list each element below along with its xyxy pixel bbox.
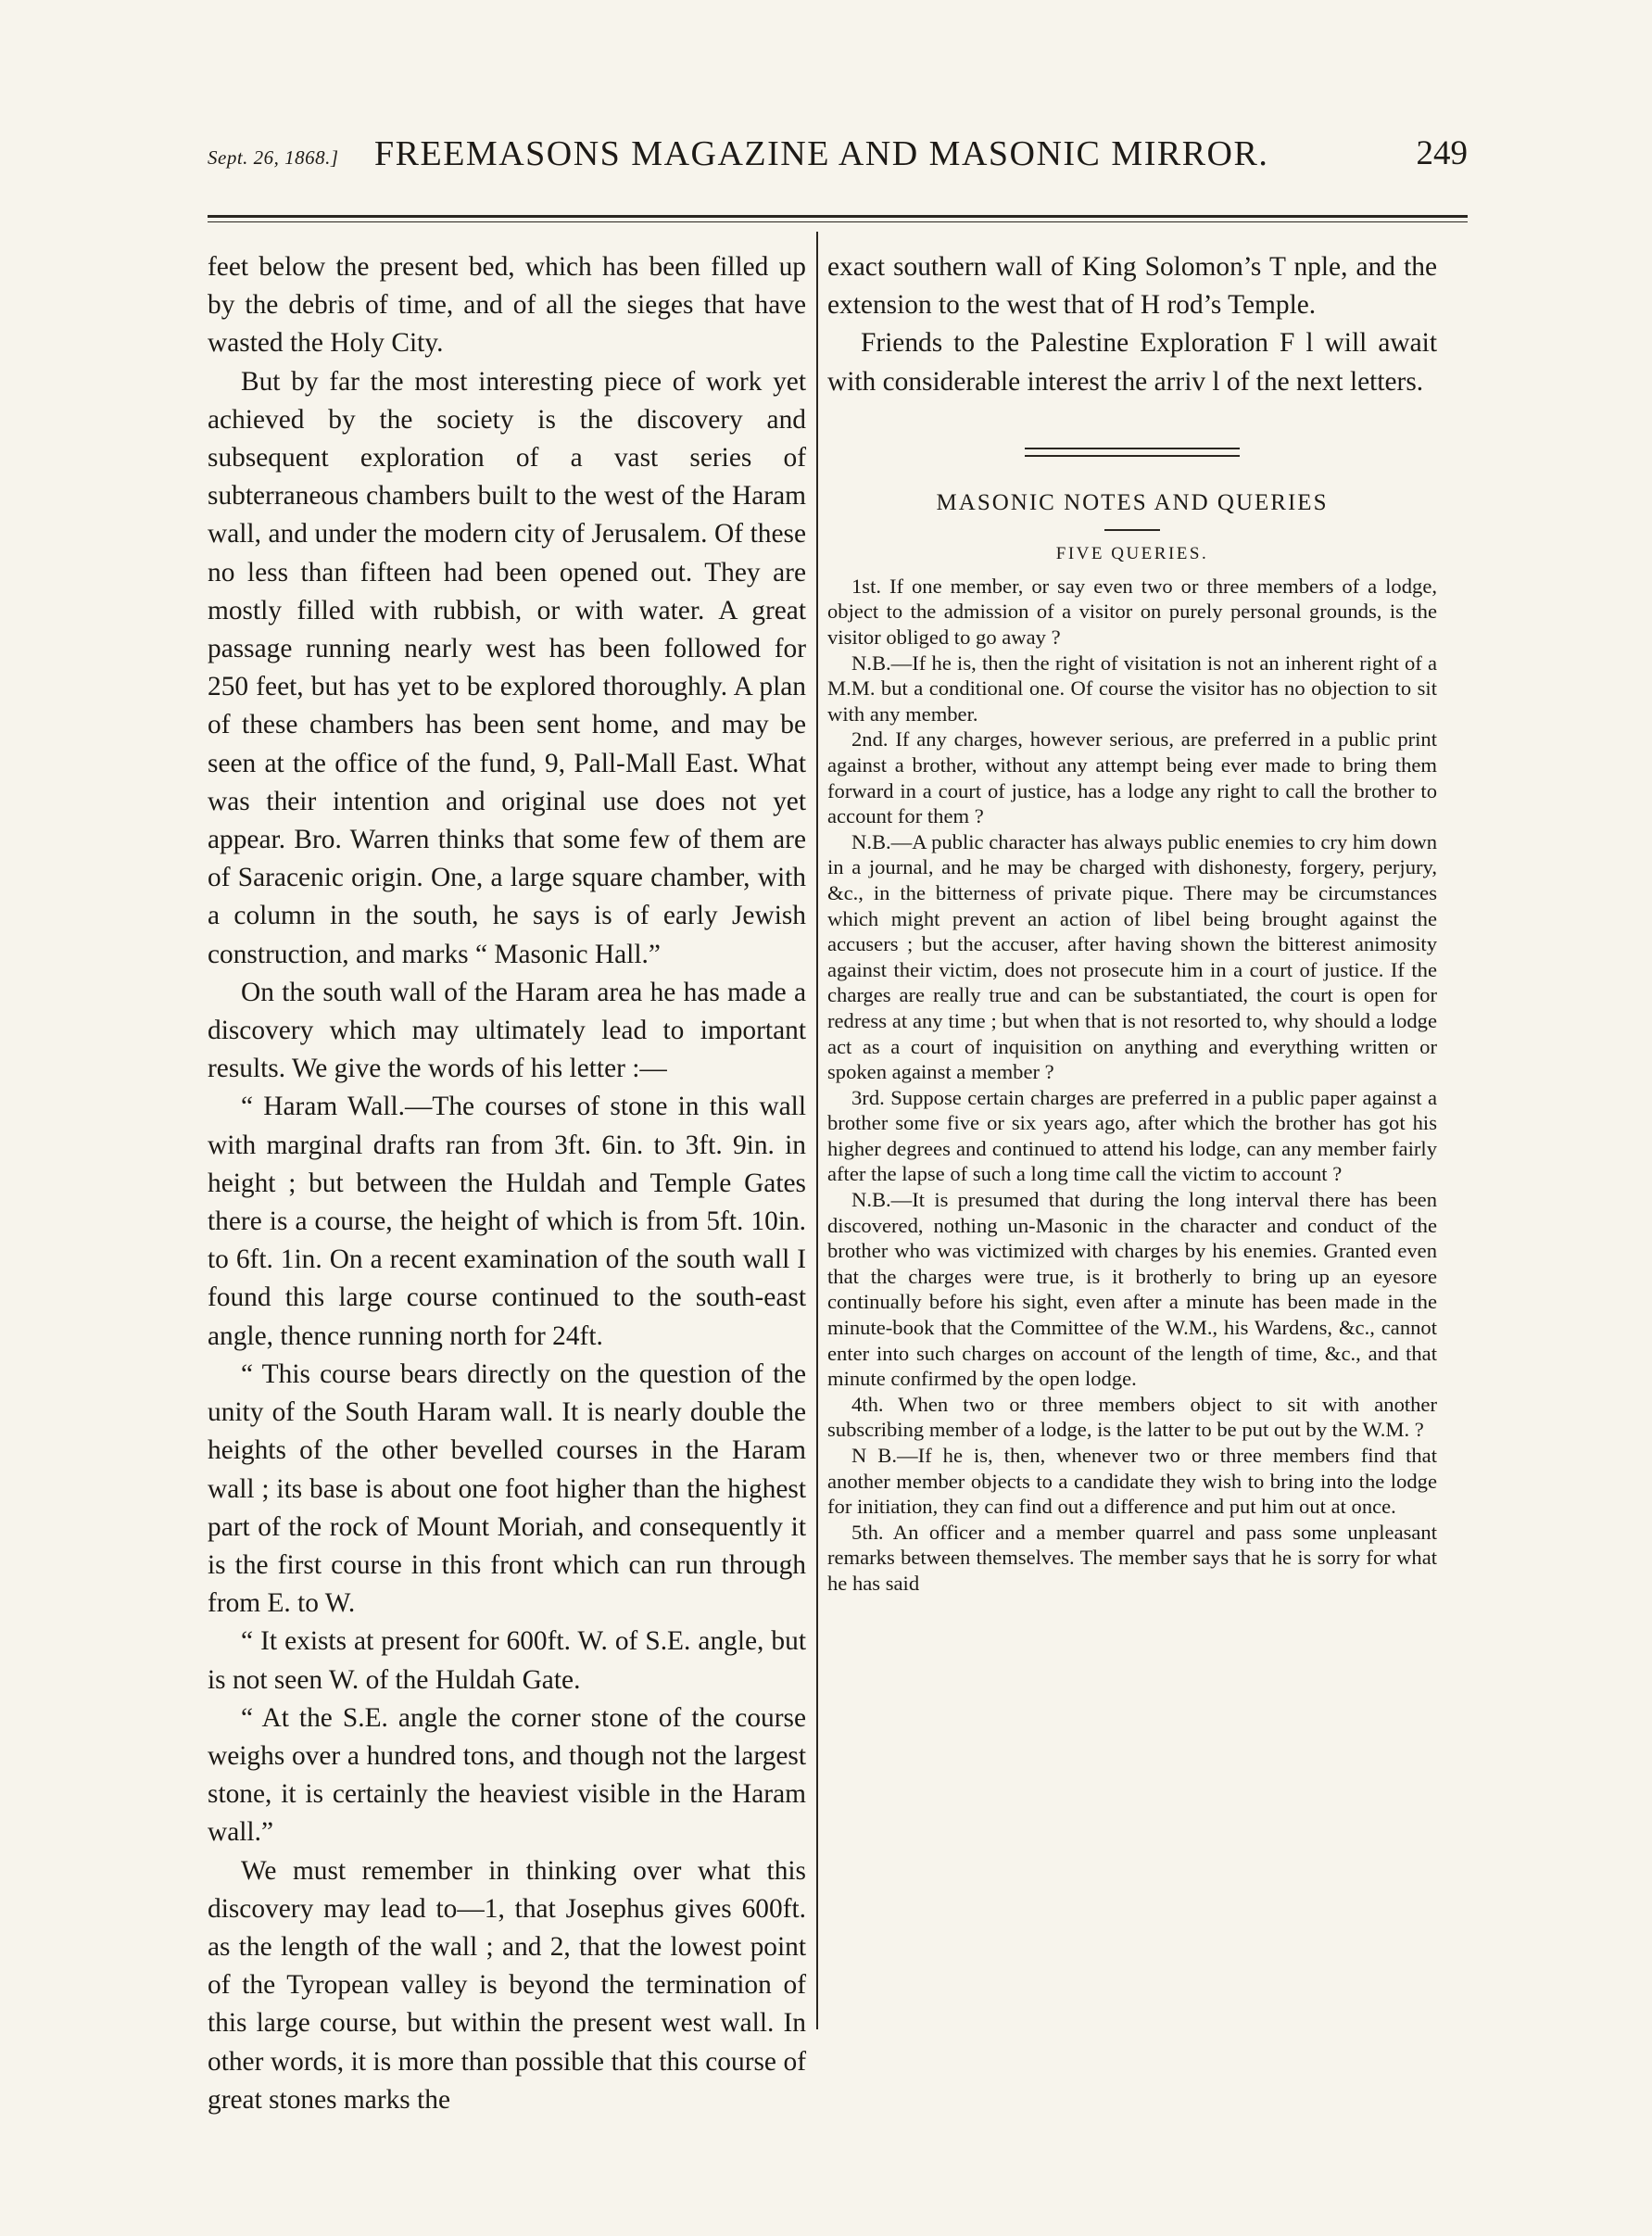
subsection-title: FIVE QUERIES. — [1055, 543, 1209, 563]
article-paragraph: On the south wall of the Haram area he has made a discovery which may ultimately lead to important results. We give the words of his letter :— — [208, 977, 806, 1084]
magazine-title: FREEMASONS MAGAZINE AND MASONIC MIRROR. — [374, 134, 1269, 173]
section-short-rule — [1104, 529, 1160, 531]
article-paragraph: But by far the most interesting piece of work yet achieved by the society is the discovery and subsequent exploration of a vast series of subterraneous chambers built to the west of the Haram wall, and under the modern city of Jerusalem. Of these no less than fifteen had been opened out. They are mostly filled with rubbish, or with water. A great passage running nearly west has been followed for 250 feet, but has yet to be explored thoroughly. A plan of these chambers has been sent home, and may be seen at the office of the fund, 9, Pall-Mall East. What was their intention and original use does not yet appear. Bro. Warren thinks that some few of them are of Saracenic origin. One, a large square chamber, with a column in the south, he says is of early Jewish construction, and marks “ Masonic Hall.” — [208, 366, 806, 969]
page-number: 249 — [1416, 134, 1468, 172]
query-note: N.B.—If he is, then the right of visitation is not an inherent right of a M.M. but a conditional one. Of course the visitor has no objection to sit with any member. — [827, 651, 1437, 726]
section-title: MASONIC NOTES AND QUERIES — [936, 489, 1329, 515]
article-paragraph: Friends to the Palestine Exploration F l will await with considerable interest the arriv l of the next letters. — [827, 328, 1437, 397]
right-column — [827, 248, 1437, 1597]
article-paragraph: “ At the S.E. angle the corner stone of the course weighs over a hundred tons, and though not the largest stone, it is certainly the heaviest visible in the Haram wall.” — [208, 1702, 806, 1848]
article-paragraph: feet below the present bed, which has been filled up by the debris of time, and of all the sieges that have wasted the Holy City. — [208, 252, 806, 359]
page-header — [208, 130, 1468, 185]
query-paragraph: 3rd. Suppose certain charges are preferred in a public paper against a brother some five or six years ago, after which the brother has got his higher degrees and continued to attend his lodge, can any member fairly after the lapse of such a long time call the victim to account ? — [827, 1085, 1437, 1186]
query-paragraph: 5th. An officer and a member quarrel and pass some unpleasant remarks between themselves. The member says that he is sorry for what he has said — [827, 1520, 1437, 1595]
query-paragraph: 2nd. If any charges, however serious, are preferred in a public print against a brother, without any attempt being ever made to bring them forward in a court of justice, has a lodge any right to call the brother to account for them ? — [827, 727, 1437, 828]
left-column — [208, 248, 806, 2119]
section-double-rule — [1025, 448, 1240, 457]
issue-date: Sept. 26, 1868.] — [208, 146, 339, 169]
queries-body — [827, 574, 1437, 1597]
query-paragraph: 4th. When two or three members object to sit with another subscribing member of a lodge, is the latter to be put out by the W.M. ? — [827, 1392, 1437, 1442]
query-note: N.B.—It is presumed that during the long interval there has been discovered, nothing un-Masonic in the character and conduct of the brother who was victimized with charges by his enemies. Granted even that the charges were true, is it brotherly to bring up an eyesore continually before his sight, even after a minute has been made in the minute-book that the Committee of the W.M., his Wardens, &c., cannot enter into such charges on account of the length of time, &c., and that minute confirmed by the open lodge. — [827, 1188, 1437, 1391]
article-paragraph: “ It exists at present for 600ft. W. of S.E. angle, but is not seen W. of the Huldah Gate. — [208, 1626, 806, 1695]
article-paragraph: “ This course bears directly on the question of the unity of the South Haram wall. It is nearly double the heights of the other bevelled courses in the Haram wall ; its base is about one foot higher than the highest part of the rock of Mount Moriah, and consequently it is the first course in this front which can run through from E. to W. — [208, 1358, 806, 1619]
query-paragraph: 1st. If one member, or say even two or three members of a lodge, object to the admission of a visitor on purely personal grounds, is the visitor obliged to go away ? — [827, 574, 1437, 649]
header-rule-thick — [208, 215, 1468, 218]
query-note: N B.—If he is, then, whenever two or three members find that another member objects to a candidate they wish to bring into the lodge for initiation, they can find out a difference and put him out at once. — [827, 1444, 1437, 1519]
article-paragraph: “ Haram Wall.—The courses of stone in this wall with marginal drafts ran from 3ft. 6in. to 3ft. 9in. in height ; but between the Huldah and Temple Gates there is a course, the height of which is from 5ft. 10in. to 6ft. 1in. On a recent examination of the south wall I found this large course continued to the south-east angle, thence running north for 24ft. — [208, 1092, 806, 1351]
article-paragraph: We must remember in thinking over what this discovery may lead to—1, that Josephus gives 600ft. as the length of the wall ; and 2, that the lowest point of the Tyropean valley is beyond the termination of this large course, but within the present west wall. In other words, it is more than possible that this course of great stones marks the — [208, 1855, 806, 2115]
header-rule-thin — [208, 221, 1468, 222]
article-paragraph: exact southern wall of King Solomon’s T nple, and the extension to the west that of H rod’s Temple. — [827, 252, 1437, 321]
column-divider — [816, 232, 818, 2029]
query-note: N.B.—A public character has always public enemies to cry him down in a journal, and he may be charged with dishonesty, forgery, perjury, &c., in the bitterness of private pique. There may be circumstances which might prevent an action of libel being brought against the accusers ; but the accuser, after having shown the bitterest animosity against their victim, does not prosecute him in a court of justice. If the charges are really true and can be substantiated, the court is open for redress at any time ; but when that is not resorted to, why should a lodge act as a court of inquisition on anything and everything written or spoken against a member ? — [827, 829, 1437, 1084]
